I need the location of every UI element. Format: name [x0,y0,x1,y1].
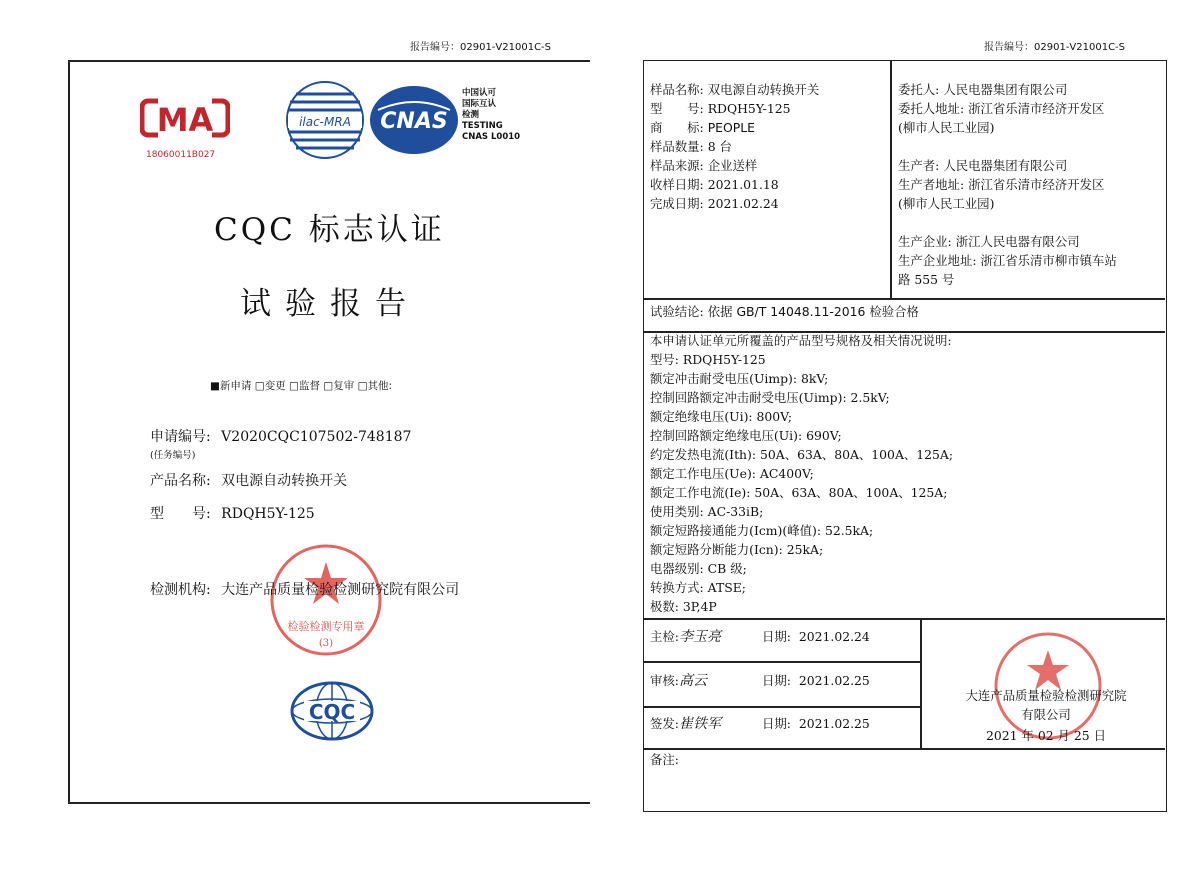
cma-logo-icon [140,95,230,145]
checkbox-empty-icon: □ [357,380,368,392]
cnas-logo-text: CNAS [380,109,448,134]
sample-info-row: 完成日期: 2021.02.24 [650,196,779,211]
divider-sample-client [890,61,892,299]
ilac-mra-logo [284,80,366,164]
report-number-right: 报告编号：02901-V21001C-S [984,42,1126,53]
divider-sign-1 [644,661,921,663]
option-change: □变更 [254,380,286,392]
sample-info-row: 型 号: RDQH5Y-125 [650,101,791,116]
title-test-report: 试验报告 [240,286,420,322]
divider-specs [644,618,1165,620]
divider-signature-issuer [920,618,922,749]
testing-org: 大连产品质量检验检测研究院有限公司 [221,582,460,598]
signature-handwritten: 李玉亮 [678,629,721,645]
spec-item: 极数: 3P,4P [650,599,717,614]
spec-item: 约定发热电流(Ith): 50A、63A、80A、100A、125A; [650,447,954,462]
checkbox-empty-icon: □ [254,380,265,392]
cnas-logo [368,84,460,160]
checkbox-empty-icon: □ [323,380,334,392]
spec-item: 使用类别: AC-33iB; [650,504,764,519]
spec-item: 额定工作电流(Ie): 50A、63A、80A、100A、125A; [650,485,948,500]
spec-item: 额定冲击耐受电压(Uimp): 8kV; [650,371,829,386]
signature-date-2: 日期: 2021.02.25 [762,673,870,688]
signature-handwritten: 高云 [678,673,707,689]
signature-date-3: 日期: 2021.02.25 [762,716,870,731]
report-number: 报告编号：02901-V21001C-S [410,42,552,53]
cqc-logo [290,681,374,745]
cqc-logo-text: CQC [308,700,356,724]
option-supervision: □监督 [289,380,320,392]
standard-code: GB/T 14048.11-2016 [736,304,866,319]
spec-item: 控制回路额定绝缘电压(Ui): 690V; [650,428,842,443]
client-info: 委托人: 人民电器集团有限公司 委托人地址: 浙江省乐清市经济开发区 (柳市人民工业园) [898,82,1105,135]
stamp-text: 检验检测专用章 [287,620,365,633]
spec-item: 型号: RDQH5Y-125 [650,352,766,367]
cma-number: 18060011B027 [146,150,216,160]
manufacturer-info: 生产企业: 浙江人民电器有限公司 生产企业地址: 浙江省乐清市柳市镇车站 路 555 号 [898,234,1117,287]
sample-info-row: 样品来源: 企业送样 [650,158,758,173]
sample-info-row: 样品数量: 8 台 [650,139,732,154]
issuer-block: 大连产品质量检验检测研究院 有限公司 2021 年 02 月 25 日 [946,686,1146,745]
producer-address-row: 生产者地址: 浙江省乐清市经济开发区 [898,177,1105,192]
option-new-application: ■新申请 [210,380,252,392]
spec-item: 额定短路分断能力(Icn): 25kA; [650,542,824,557]
signature-row-chief-inspector: 主检:李玉亮 [650,629,721,645]
spec-title: 本申请认证单元所覆盖的产品型号规格及相关情况说明: [650,333,952,348]
spec-item: 额定短路接通能力(Icm)(峰值): 52.5kA; [650,523,874,538]
inspection-stamp [266,542,386,662]
sample-info-row: 收样日期: 2021.01.18 [650,177,779,192]
application-number-row: 申请编号: V2020CQC107502-748187 [150,429,412,445]
signature-row-issuer: 签发:崔铁军 [650,716,721,732]
sample-info [650,80,819,213]
application-type-options [210,378,392,393]
cnas-side-text: 中国认可 国际互认 检测 TESTING CNAS L0010 [462,88,521,142]
spec-list [650,331,953,616]
option-other: □其他: [357,380,393,392]
cma-logo-text: MA [156,101,214,139]
sample-info-row: 样品名称: 双电源自动转换开关 [650,82,820,97]
signature-handwritten: 崔铁军 [678,716,721,732]
client-address-row: 委托人地址: 浙江省乐清市经济开发区 [898,101,1105,116]
divider-remarks [644,748,1165,750]
task-number-label: (任务编号) [150,450,196,461]
checkbox-empty-icon: □ [289,380,299,392]
testing-org-row: 检测机构: 大连产品质量检验检测研究院有限公司 [150,582,460,598]
signature-date-1: 日期: 2021.02.24 [762,629,870,644]
option-review: □复审 [323,380,355,392]
stamp-number: (3) [318,638,334,649]
test-conclusion: 试验结论: 依据 GB/T 14048.11-2016 检验合格 [650,304,919,319]
model-value: RDQH5Y-125 [221,506,315,522]
ilac-logo-text: ilac-MRA [299,115,351,129]
model-row: 型 号: RDQH5Y-125 [150,506,315,522]
signature-row-reviewer: 审核:高云 [650,673,707,689]
checkbox-checked-icon: ■ [210,380,220,392]
spec-item: 额定工作电压(Ue): AC400V; [650,466,814,481]
remarks-label: 备注: [650,752,679,767]
divider-sign-2 [644,706,921,708]
ilac-globe-icon [284,80,366,160]
issuer-name: 大连产品质量检验检测研究院 [965,688,1127,703]
application-number: V2020CQC107502-748187 [221,429,412,445]
producer-row: 生产者: 人民电器集团有限公司 [898,158,1068,173]
cqc-logo-icon [290,681,374,741]
issue-date: 2021 年 02 月 25 日 [986,728,1106,743]
sample-info-row: 商 标: PEOPLE [650,120,755,135]
cnas-logo-icon [368,84,460,156]
client-row: 委托人: 人民电器集团有限公司 [898,82,1068,97]
product-name-row: 产品名称: 双电源自动转换开关 [150,473,348,489]
spec-item: 额定绝缘电压(Ui): 800V; [650,409,793,424]
red-seal-icon [266,542,386,658]
producer-info: 生产者: 人民电器集团有限公司 生产者地址: 浙江省乐清市经济开发区 (柳市人民工业园) [898,158,1105,211]
divider-top [644,298,1165,300]
spec-item: 转换方式: ATSE; [650,580,746,595]
cma-logo [140,95,230,160]
product-name: 双电源自动转换开关 [221,473,348,489]
manufacturer-address-row: 生产企业地址: 浙江省乐清市柳市镇车站 [898,253,1117,268]
spec-item: 控制回路额定冲击耐受电压(Uimp): 2.5kV; [650,390,890,405]
title-certification: CQC 标志认证 [214,212,445,248]
spec-item: 电器级别: CB 级; [650,561,747,576]
manufacturer-row: 生产企业: 浙江人民电器有限公司 [898,234,1080,249]
